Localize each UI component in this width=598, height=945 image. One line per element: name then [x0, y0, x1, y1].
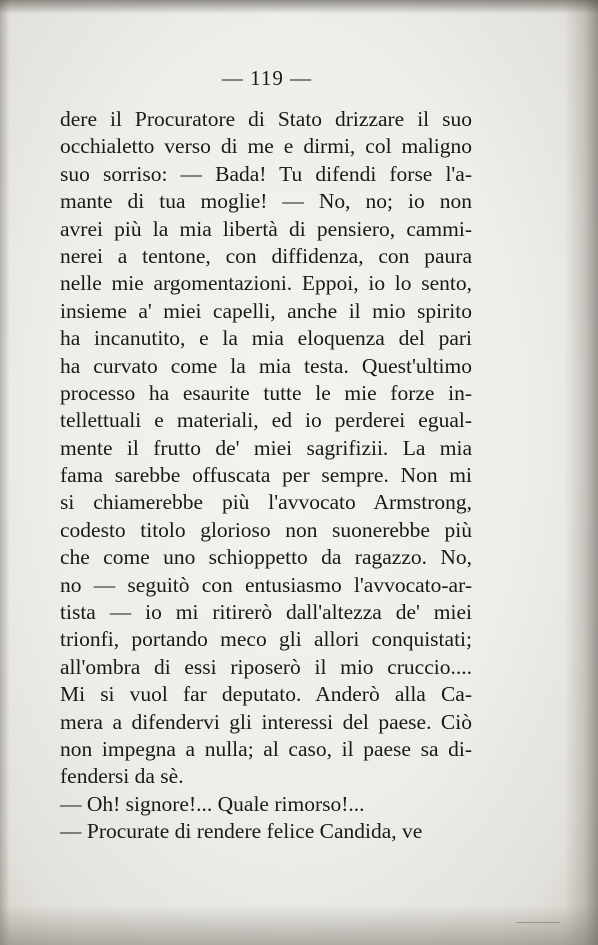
text-line: mante di tua moglie! — No, no; io non — [60, 189, 472, 214]
text-line: processo ha esaurite tutte le mie forze in- — [60, 380, 472, 405]
text-line: occhialetto verso di me e dirmi, col maligno — [60, 134, 472, 159]
body-text — [60, 106, 472, 846]
text-line: insieme a' miei capelli, anche il mio spirito — [60, 298, 472, 323]
text-line: non impegna a nulla; al caso, il paese sa di- — [60, 736, 472, 761]
text-line: si chiamerebbe più l'avvocato Armstrong, — [60, 490, 472, 515]
text-line: fama sarebbe offuscata per sempre. Non mi — [60, 463, 472, 488]
text-line: trionfi, portando meco gli allori conquistati; — [60, 627, 472, 652]
corner-pencil-mark — [516, 912, 560, 923]
text-line: mente il frutto de' miei sagrifizii. La mia — [60, 435, 472, 460]
text-line: avrei più la mia libertà di pensiero, cammi- — [60, 216, 472, 241]
page-left-shadow — [0, 0, 10, 945]
page-right-shadow — [564, 0, 598, 945]
text-line: ha curvato come la mia testa. Quest'ultimo — [60, 353, 472, 378]
text-line: all'ombra di essi riposerò il mio cruccio.... — [60, 654, 472, 679]
text-line: — Procurate di rendere felice Candida, ve — [60, 819, 423, 844]
text-line: dere il Procuratore di Stato drizzare il suo — [60, 107, 472, 131]
text-line: tista — io mi ritirerò dall'altezza de' miei — [60, 600, 472, 625]
text-line: suo sorriso: — Bada! Tu difendi forse l'a- — [60, 161, 472, 186]
text-line: no — seguitò con entusiasmo l'avvocato-ar- — [60, 572, 472, 597]
page-number: — 119 — — [221, 66, 313, 90]
text-line: nelle mie argomentazioni. Eppoi, io lo sento, — [60, 271, 472, 296]
text-line: Mi si vuol far deputato. Anderò alla Ca- — [60, 682, 472, 707]
page-bottom-shadow — [0, 905, 598, 945]
text-line: tellettuali e materiali, ed io perderei egual- — [60, 408, 472, 433]
text-line: mera a difendervi gli interessi del paese. Ciò — [60, 709, 472, 734]
page-top-shadow — [0, 0, 598, 14]
text-line: ha incanutito, e la mia eloquenza del pari — [60, 326, 472, 351]
text-line: — Oh! signore!... Quale rimorso!... — [60, 791, 365, 816]
text-line: codesto titolo glorioso non suonerebbe più — [60, 517, 472, 542]
text-line: nerei a tentone, con diffidenza, con paura — [60, 243, 472, 268]
text-line: che come uno schioppetto da ragazzo. No, — [60, 545, 472, 570]
text-line: fendersi da sè. — [60, 764, 184, 789]
